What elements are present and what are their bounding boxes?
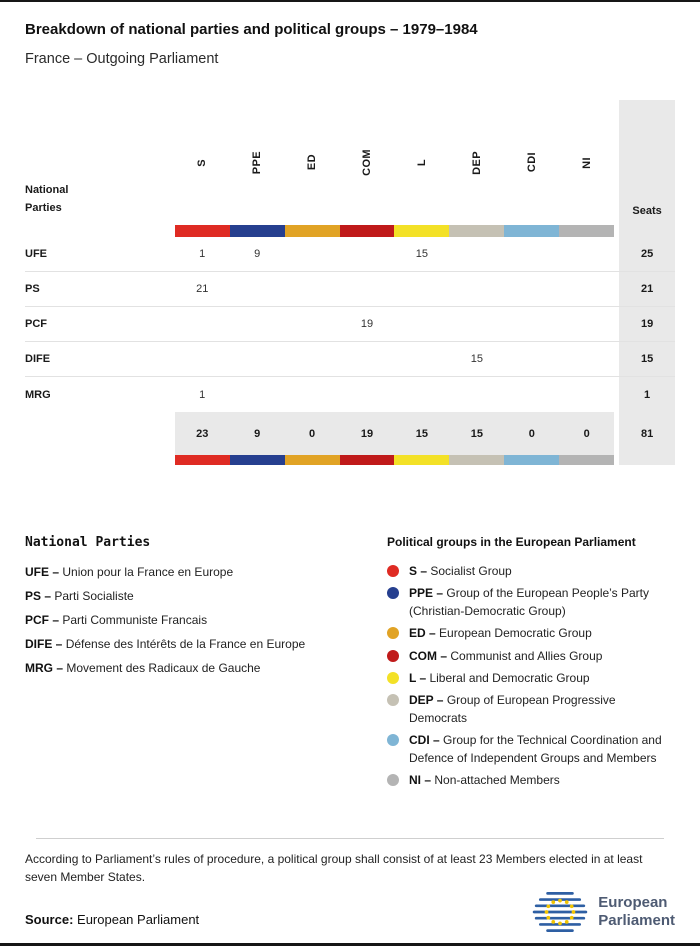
source-text: Source: European Parliament (25, 912, 200, 927)
infographic (0, 21, 700, 929)
value-cell (340, 342, 395, 376)
legend-section (25, 535, 675, 794)
group-color-dot (387, 734, 399, 746)
total-cell: 0 (285, 412, 340, 455)
seats-table (25, 100, 675, 465)
color-bar-l (394, 455, 449, 465)
value-cell: 15 (415, 248, 429, 260)
legend-item: NI – Non-attached Members (387, 772, 675, 789)
total-cell: 19 (340, 412, 395, 455)
value-cell (230, 342, 285, 376)
value-cell: 15 (470, 353, 483, 365)
seats-cell: 15 (619, 342, 675, 376)
european-parliament-logo-mark (531, 890, 589, 934)
total-cell: 0 (504, 412, 559, 455)
column-header-s: S (196, 158, 209, 167)
legend-item: PPE – Group of the European People’s Party (Christian-Democratic Group) (387, 585, 675, 620)
value-cell (504, 342, 559, 376)
logo-wordmark: European Parliament (598, 894, 675, 929)
value-cell (504, 377, 559, 412)
table-header-row (25, 100, 675, 225)
value-cell (559, 307, 614, 341)
value-cell: 1 (199, 248, 206, 260)
value-cell (230, 377, 285, 412)
value-cell (285, 377, 340, 412)
footnote: According to Parliament’s rules of procedure, a political group shall consist of at least 23 Members elected in at least seven Member States. (25, 852, 643, 885)
value-cell (449, 237, 504, 271)
group-color-dot (387, 694, 399, 706)
totals-row (25, 412, 675, 455)
source-label: Source: (25, 912, 74, 927)
color-bar-ed (285, 455, 340, 465)
row-header-label: National Parties (25, 183, 69, 215)
value-cell (230, 272, 285, 306)
group-color-dot (387, 774, 399, 786)
total-cell: 15 (449, 412, 504, 455)
column-header-ppe: PPE (251, 150, 264, 175)
legend-item: CDI – Group for the Technical Coordination and Defence of Independent Groups and Members (387, 732, 675, 767)
total-seats-cell: 81 (619, 412, 675, 455)
group-color-dot (387, 565, 399, 577)
legend-item: PCF – Parti Communiste Francais (25, 613, 208, 627)
color-bar-com (340, 455, 395, 465)
row-header-cell (25, 100, 175, 225)
legend-item: PS – Parti Socialiste (25, 589, 134, 603)
party-name: PS (25, 283, 40, 295)
page-title: Breakdown of national parties and political groups – 1979–1984 (25, 21, 478, 38)
color-bar-dep (449, 455, 504, 465)
value-cell (504, 237, 559, 271)
legend-item: MRG – Movement des Radicaux de Gauche (25, 661, 261, 675)
color-bar-ed (285, 225, 340, 237)
color-bar-ppe (230, 455, 285, 465)
value-cell (230, 307, 285, 341)
value-cell: 19 (360, 318, 374, 330)
legend-item: DIFE – Défense des Intérêts de la France en Europe (25, 637, 306, 651)
value-cell: 1 (199, 388, 206, 401)
value-cell (285, 342, 340, 376)
legend-groups-title: Political groups in the European Parliament (387, 535, 636, 549)
value-cell (394, 307, 449, 341)
value-cell (394, 342, 449, 376)
table-row-ufe (25, 237, 675, 272)
value-cell (559, 272, 614, 306)
legend-national-parties (25, 535, 387, 794)
legend-item: COM – Communist and Allies Group (387, 648, 675, 665)
legend-item: L – Liberal and Democratic Group (387, 670, 675, 687)
color-bar-s (175, 455, 230, 465)
value-cell (175, 307, 230, 341)
color-bar-ni (559, 455, 614, 465)
group-color-dot (387, 587, 399, 599)
color-bar-cdi (504, 455, 559, 465)
value-cell (340, 237, 395, 271)
column-header-com: COM (360, 149, 373, 176)
total-cell: 0 (559, 412, 614, 455)
value-cell (559, 237, 614, 271)
value-cell (504, 307, 559, 341)
color-bar-ppe (230, 225, 285, 237)
color-bar-dep (449, 225, 504, 237)
value-cell (449, 307, 504, 341)
page-subtitle: France – Outgoing Parliament (25, 51, 219, 67)
value-cell (559, 342, 614, 376)
table-row-ps (25, 272, 675, 307)
total-cell: 15 (394, 412, 449, 455)
value-cell (285, 272, 340, 306)
footer-color-bars (25, 455, 675, 465)
color-bar-ni (559, 225, 614, 237)
legend-national-title: National Parties (25, 535, 151, 550)
column-header-dep: DEP (470, 150, 483, 175)
color-bar-l (394, 225, 449, 237)
legend-item: DEP – Group of European Progressive Democrats (387, 692, 675, 727)
seats-cell: 25 (619, 237, 675, 271)
party-name: UFE (25, 248, 47, 260)
value-cell (504, 272, 559, 306)
column-header-l: L (415, 158, 428, 167)
value-cell: 9 (254, 248, 261, 260)
party-name: PCF (25, 318, 47, 330)
value-cell (449, 377, 504, 412)
column-header-ni: NI (580, 156, 593, 169)
value-cell (449, 272, 504, 306)
column-header-ed: ED (306, 154, 319, 171)
table-row-mrg (25, 377, 675, 412)
seats-cell: 21 (619, 272, 675, 306)
european-parliament-logo (531, 890, 675, 934)
value-cell (394, 377, 449, 412)
value-cell (394, 272, 449, 306)
seats-cell: 19 (619, 307, 675, 341)
total-cell: 23 (175, 412, 230, 455)
party-name: DIFE (25, 353, 51, 365)
value-cell (285, 307, 340, 341)
legend-item: ED – European Democratic Group (387, 625, 675, 642)
color-bar-cdi (504, 225, 559, 237)
legend-item: S – Socialist Group (387, 563, 675, 580)
header-color-bars (25, 225, 675, 237)
color-bar-com (340, 225, 395, 237)
legend-political-groups (387, 535, 675, 794)
seats-cell: 1 (619, 377, 675, 412)
group-color-dot (387, 627, 399, 639)
group-color-dot (387, 672, 399, 684)
group-color-dot (387, 650, 399, 662)
party-name: MRG (25, 388, 51, 401)
total-cell: 9 (230, 412, 285, 455)
column-header-seats: Seats (619, 100, 675, 225)
color-bar-s (175, 225, 230, 237)
value-cell (285, 237, 340, 271)
footer-divider (36, 838, 664, 839)
footer-bar (25, 890, 675, 934)
value-cell (559, 377, 614, 412)
table-row-pcf (25, 307, 675, 342)
value-cell (175, 342, 230, 376)
legend-item: UFE – Union pour la France en Europe (25, 565, 234, 579)
value-cell: 21 (196, 283, 209, 295)
column-header-cdi: CDI (525, 152, 538, 173)
table-row-dife (25, 342, 675, 377)
value-cell (340, 377, 395, 412)
value-cell (340, 272, 395, 306)
